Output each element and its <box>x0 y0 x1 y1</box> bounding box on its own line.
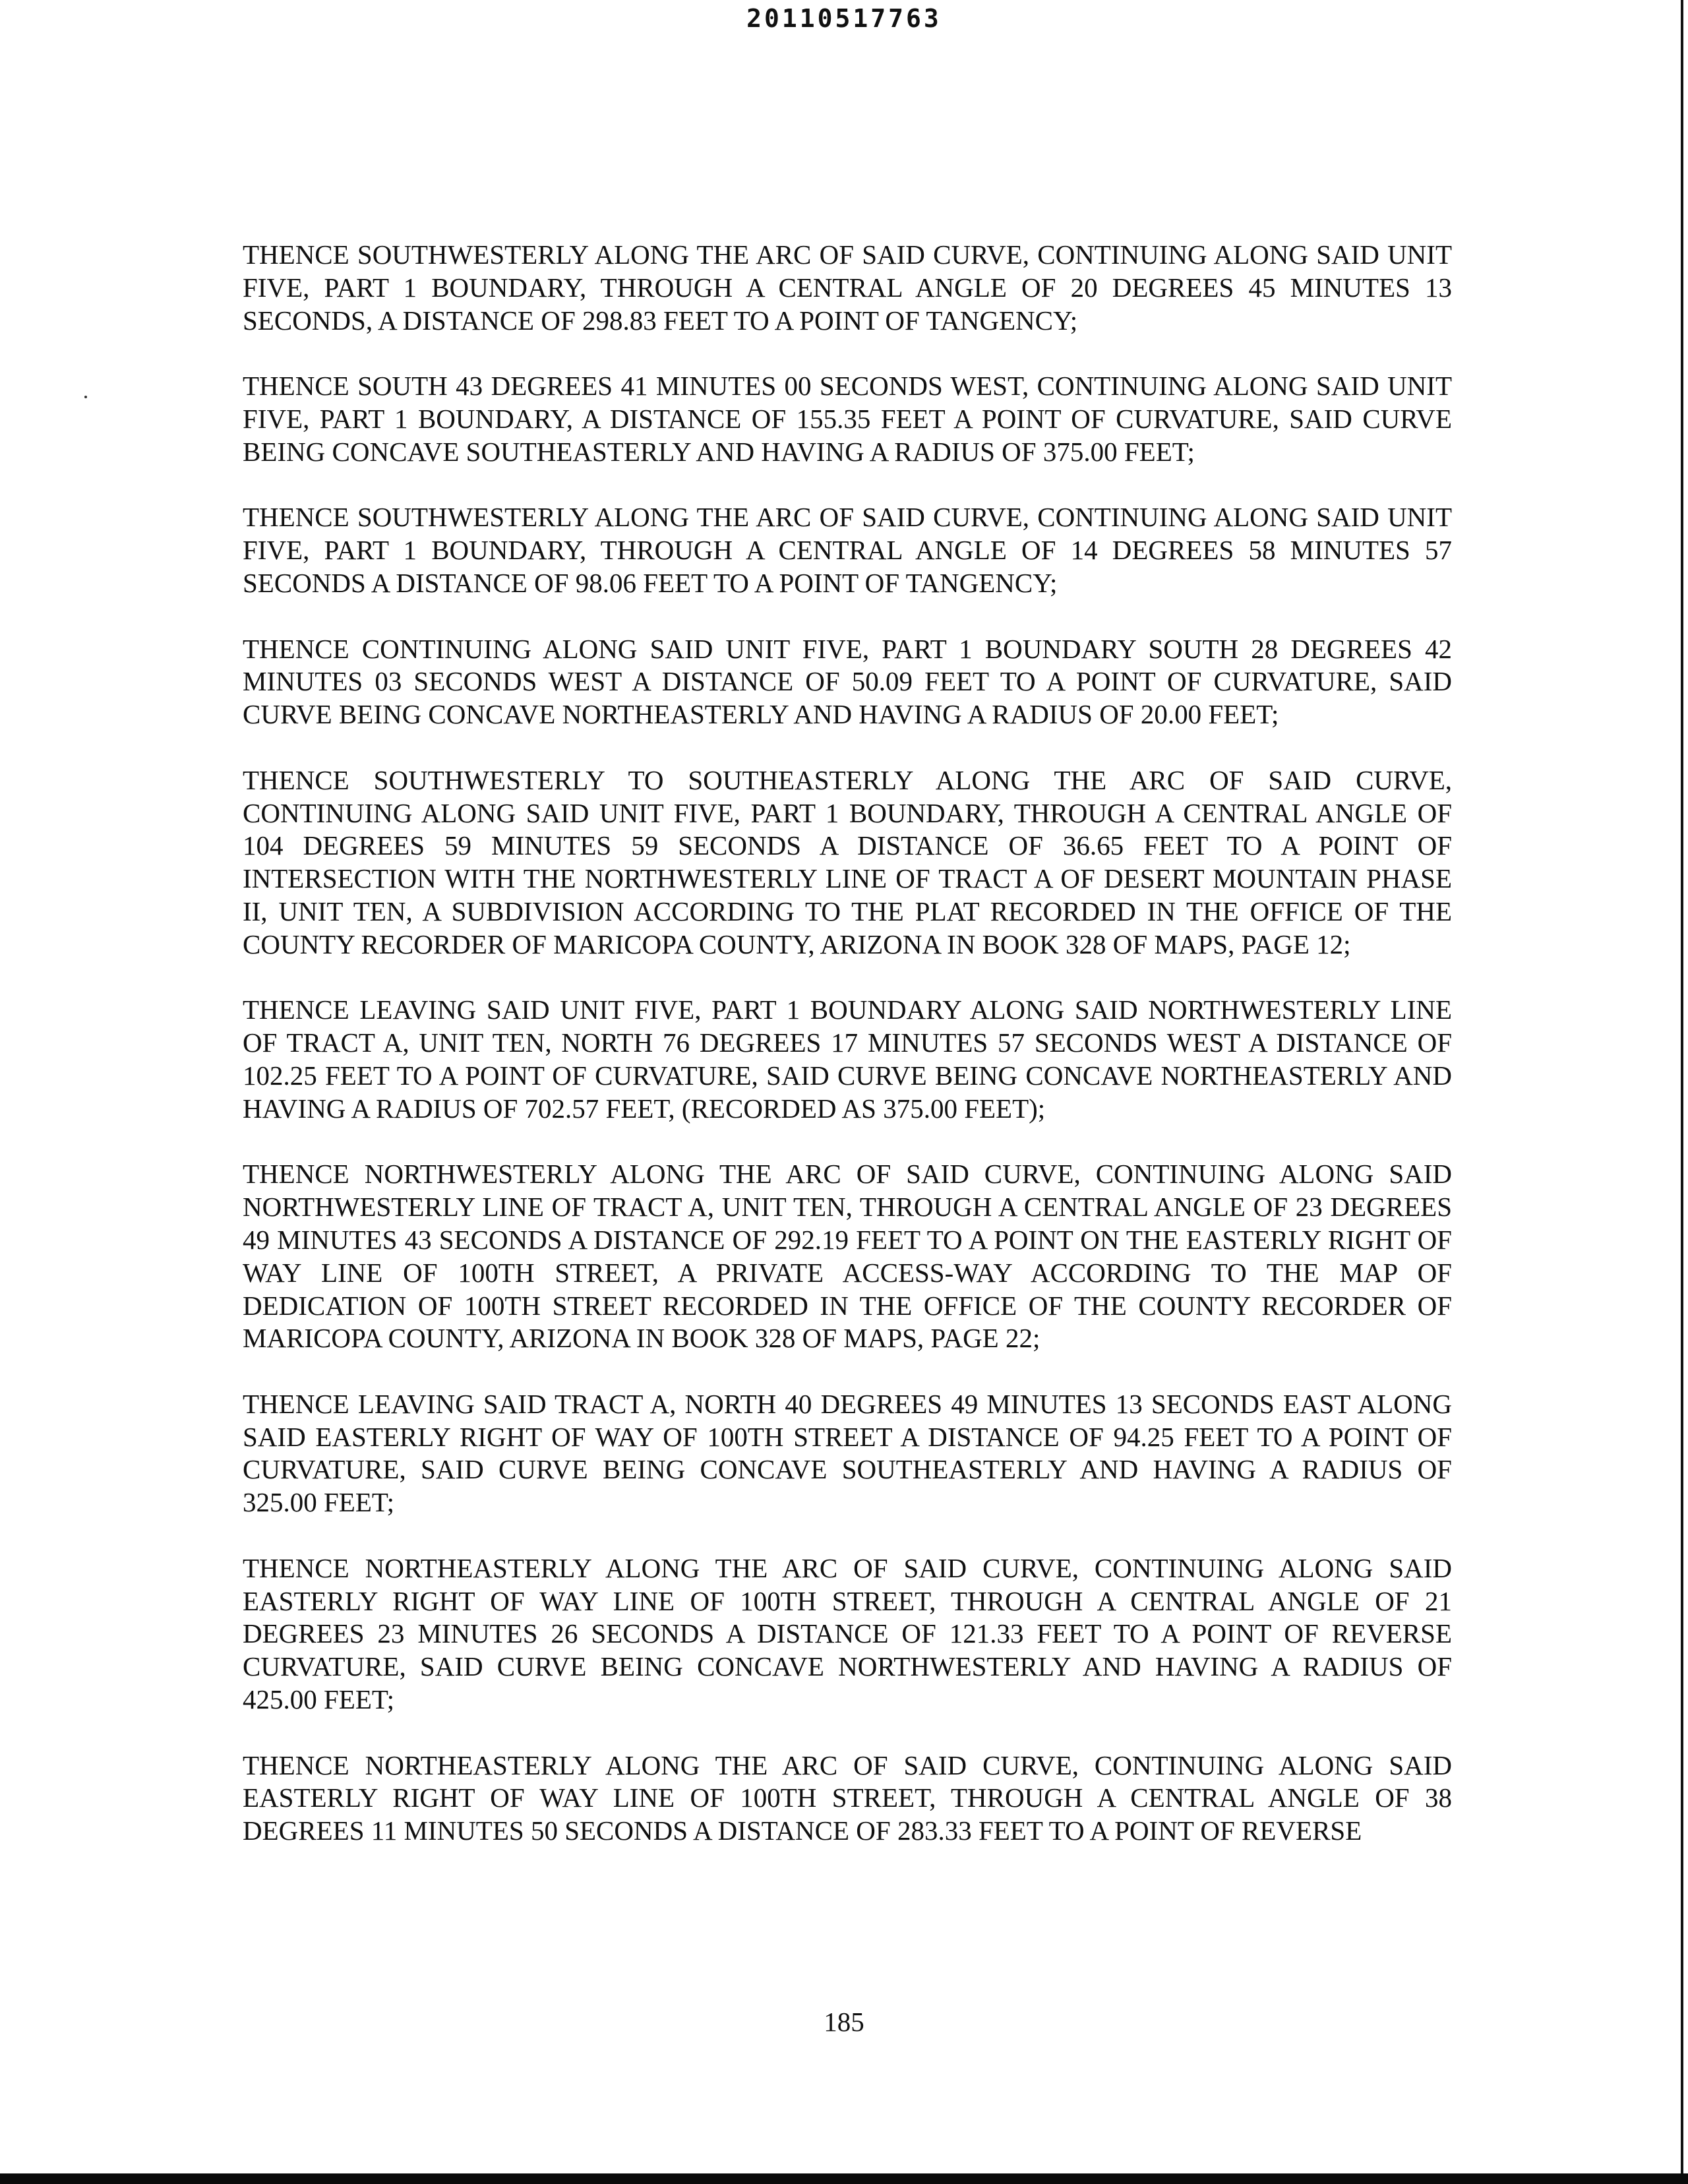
paragraph: THENCE NORTHEASTERLY ALONG THE ARC OF SAID CURVE, CONTINUING ALONG SAID EASTERLY RIGHT OF WAY LINE OF 100TH STREET, THROUGH A CENTRAL ANGLE OF 38 DEGREES 11 MINUTES 50 SECONDS A DISTANCE OF 283.33 FEET TO A POINT OF REVERSE <box>243 1749 1452 1846</box>
paragraph: THENCE LEAVING SAID UNIT FIVE, PART 1 BOUNDARY ALONG SAID NORTHWESTERLY LINE OF TRACT A, UNIT TEN, NORTH 76 DEGREES 17 MINUTES 57 SECONDS WEST A DISTANCE OF 102.25 FEET TO A POINT OF CURVATURE, SAID CURVE BEING CONCAVE NORTHEASTERLY AND HAVING A RADIUS OF 702.57 FEET, (RECORDED AS 375.00 FEET); <box>243 994 1452 1124</box>
paragraph: THENCE NORTHEASTERLY ALONG THE ARC OF SAID CURVE, CONTINUING ALONG SAID EASTERLY RIGHT OF WAY LINE OF 100TH STREET, THROUGH A CENTRAL ANGLE OF 21 DEGREES 23 MINUTES 26 SECONDS A DISTANCE OF 121.33 FEET TO A POINT OF REVERSE CURVATURE, SAID CURVE BEING CONCAVE NORTHWESTERLY AND HAVING A RADIUS OF 425.00 FEET; <box>243 1552 1452 1715</box>
paragraph: THENCE SOUTHWESTERLY ALONG THE ARC OF SAID CURVE, CONTINUING ALONG SAID UNIT FIVE, PART 1 BOUNDARY, THROUGH A CENTRAL ANGLE OF 20 DEGREES 45 MINUTES 13 SECONDS, A DISTANCE OF 298.83 FEET TO A POINT OF TANGENCY; <box>243 239 1452 336</box>
paragraph: THENCE LEAVING SAID TRACT A, NORTH 40 DEGREES 49 MINUTES 13 SECONDS EAST ALONG SAID EASTERLY RIGHT OF WAY OF 100TH STREET A DISTANCE OF 94.25 FEET TO A POINT OF CURVATURE, SAID CURVE BEING CONCAVE SOUTHEASTERLY AND HAVING A RADIUS OF 325.00 FEET; <box>243 1388 1452 1518</box>
scan-speck <box>84 396 87 398</box>
document-number: 20110517763 <box>746 4 942 33</box>
paragraph: THENCE CONTINUING ALONG SAID UNIT FIVE, PART 1 BOUNDARY SOUTH 28 DEGREES 42 MINUTES 03 SECONDS WEST A DISTANCE OF 50.09 FEET TO A POINT OF CURVATURE, SAID CURVE BEING CONCAVE NORTHEASTERLY AND HAVING A RADIUS OF 20.00 FEET; <box>243 633 1452 730</box>
paragraph: THENCE NORTHWESTERLY ALONG THE ARC OF SAID CURVE, CONTINUING ALONG SAID NORTHWESTERLY LINE OF TRACT A, UNIT TEN, THROUGH A CENTRAL ANGLE OF 23 DEGREES 49 MINUTES 43 SECONDS A DISTANCE OF 292.19 FEET TO A POINT ON THE EASTERLY RIGHT OF WAY LINE OF 100TH STREET, A PRIVATE ACCESS-WAY ACCORDING TO THE MAP OF DEDICATION OF 100TH STREET RECORDED IN THE OFFICE OF THE COUNTY RECORDER OF MARICOPA COUNTY, ARIZONA IN BOOK 328 OF MAPS, PAGE 22; <box>243 1159 1452 1354</box>
page-number: 185 <box>824 2007 864 2037</box>
paragraph: THENCE SOUTHWESTERLY TO SOUTHEASTERLY ALONG THE ARC OF SAID CURVE, CONTINUING ALONG SAID UNIT FIVE, PART 1 BOUNDARY, THROUGH A CENTRAL ANGLE OF 104 DEGREES 59 MINUTES 59 SECONDS A DISTANCE OF 36.65 FEET TO A POINT OF INTERSECTION WITH THE NORTHWESTERLY LINE OF TRACT A OF DESERT MOUNTAIN PHASE II, UNIT TEN, A SUBDIVISION ACCORDING TO THE PLAT RECORDED IN THE OFFICE OF THE COUNTY RECORDER OF MARICOPA COUNTY, ARIZONA IN BOOK 328 OF MAPS, PAGE 12; <box>243 764 1452 959</box>
scan-border-bottom <box>0 2173 1688 2184</box>
paragraph: THENCE SOUTH 43 DEGREES 41 MINUTES 00 SECONDS WEST, CONTINUING ALONG SAID UNIT FIVE, PART 1 BOUNDARY, A DISTANCE OF 155.35 FEET A POINT OF CURVATURE, SAID CURVE BEING CONCAVE SOUTHEASTERLY AND HAVING A RADIUS OF 375.00 FEET; <box>243 371 1452 467</box>
legal-description-body <box>243 239 1452 1881</box>
paragraph: THENCE SOUTHWESTERLY ALONG THE ARC OF SAID CURVE, CONTINUING ALONG SAID UNIT FIVE, PART 1 BOUNDARY, THROUGH A CENTRAL ANGLE OF 14 DEGREES 58 MINUTES 57 SECONDS A DISTANCE OF 98.06 FEET TO A POINT OF TANGENCY; <box>243 502 1452 598</box>
scan-border-right <box>1681 0 1683 2176</box>
